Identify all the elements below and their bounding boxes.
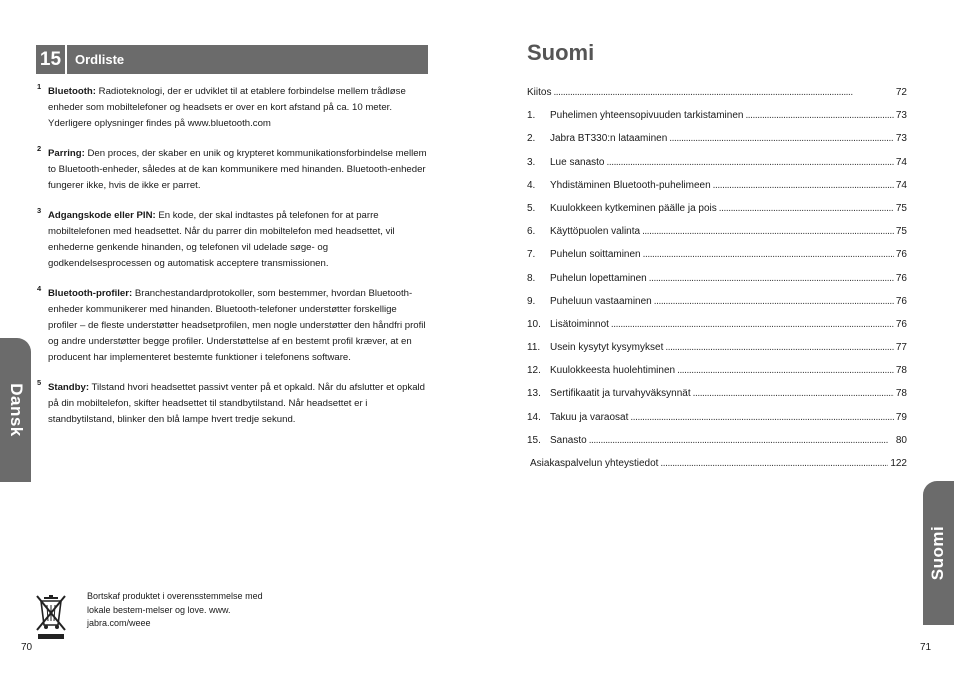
toc-entry-label: Puheluun vastaaminen [550, 295, 652, 307]
glossary-item [36, 286, 428, 366]
toc-entry-label: Asiakaspalvelun yhteystiedot [530, 458, 659, 469]
toc-entry-contacts[interactable] [530, 457, 907, 480]
toc-entry-label: Usein kysytyt kysymykset [550, 342, 664, 354]
toc-entry-label: Kuulokkeen kytkeminen päälle ja pois [550, 202, 717, 214]
page-number-right: 71 [920, 642, 932, 653]
toc-entry-page: 76 [895, 318, 907, 330]
glossary-definition: Radioteknologi, der er udviklet til at etablere forbindelse mellem trådløse enheder som mobiltelefoner og headsets er over en kort afstand på ca. 10 meter. Yderligere oplysninger findes på www.bluetooth.com [48, 86, 406, 129]
glossary-term: Adgangskode eller PIN: [48, 210, 156, 221]
disposal-note: Bortskaf produktet i overensstemmelse med lokale bestem-melser og love. www. jabra.com/weee [87, 591, 263, 628]
toc-entry[interactable] [527, 341, 907, 364]
toc-entry-label: Puhelun lopettaminen [550, 272, 647, 284]
page-number-left: 70 [21, 642, 33, 653]
toc-entry-number: 6. [527, 226, 536, 238]
glossary-term: Bluetooth-profiler: [48, 288, 133, 299]
glossary-term: Standby: [48, 382, 90, 393]
toc-entry[interactable] [527, 109, 907, 132]
toc-entry-label: Sertifikaatit ja turvahyväksynnät [550, 388, 691, 400]
toc-entry-page: 78 [895, 365, 907, 377]
toc-entry-page: 75 [895, 226, 907, 238]
toc-entry-number: 7. [527, 249, 536, 261]
section-header [36, 45, 428, 74]
toc-entry-number: 9. [527, 295, 536, 307]
toc-entry-page: 76 [895, 295, 907, 307]
toc-entry-label: Puhelun soittaminen [550, 249, 641, 261]
toc-entry-page: 76 [895, 249, 907, 261]
toc-entry[interactable] [527, 434, 907, 457]
toc-entry-number: 3. [527, 156, 536, 168]
glossary-item-number: 3 [37, 206, 42, 215]
glossary-item [36, 208, 428, 272]
toc-entry-label: Yhdistäminen Bluetooth-puhelimeen [550, 179, 711, 191]
toc-entry-number: 4. [527, 179, 536, 191]
toc-entry-number: 12. [527, 365, 541, 377]
toc-entry[interactable] [527, 272, 907, 295]
toc-entry-label: Käyttöpuolen valinta [550, 226, 641, 238]
weee-bin-icon [35, 594, 67, 640]
toc-entry-number: 2. [527, 133, 536, 145]
toc-entry[interactable] [527, 295, 907, 318]
toc-entry-page: 72 [895, 87, 907, 98]
toc-entry-page: 74 [895, 179, 907, 191]
glossary-item-number: 4 [37, 284, 42, 293]
language-tab-dansk [0, 338, 31, 482]
toc-entry-number: 10. [527, 318, 541, 330]
toc-entry[interactable] [527, 202, 907, 225]
toc-entry-label: Kiitos [527, 87, 552, 98]
toc-entry-label: Takuu ja varaosat [550, 411, 629, 423]
toc-entry-number: 5. [527, 202, 536, 214]
language-tab-label: Dansk [6, 383, 26, 437]
toc-entry-label: Kuulokkeesta huolehtiminen [550, 365, 676, 377]
toc-entry[interactable] [527, 132, 907, 155]
section-title: Ordliste [75, 52, 125, 67]
glossary-definition: Tilstand hvori headsettet passivt venter på et opkald. Når du afslutter et opkald på din mobiltelefon, skifter headsettet til standbytilstand. Når headsettet er i standbytilstand, blinker den blå lampe hvert tredje sekund. [48, 382, 426, 425]
toc-entry-label: Sanasto [550, 434, 587, 446]
glossary-definition: En kode, der skal indtastes på telefonen for at parre mobiltelefonen med headsettet. Når du parrer din mobiltelefon med headsettet, vil enhederne genkende hinanden, og telefonen vil udelade søge- og godkendelsesprocessen og automatisk acceptere transmissionen. [48, 210, 395, 269]
toc-entry-number: 1. [527, 110, 536, 122]
toc-entry-page: 79 [895, 411, 907, 423]
toc-entry-page: 122 [890, 458, 907, 469]
glossary-item-number: 5 [37, 378, 42, 387]
toc-entry-label: Lisätoiminnot [550, 318, 609, 330]
toc-entry-page: 74 [895, 156, 907, 168]
page-title: Suomi [527, 40, 595, 65]
glossary-definition: Branchestandardprotokoller, som bestemmer, hvordan Bluetooth-enheder kommunikerer med hinanden. Bluetooth-telefoner understøtter forskellige profiler – de fleste understøtter headsetprofilen, men nogle understøtter den håndfri profil og andre understøtter begge profiler. Understøttelse af en bestemt profil kræver, at en producent har implementeret bestemte funktioner i telefonens software. [48, 288, 426, 363]
toc-entry-label: Jabra BT330:n lataaminen [550, 133, 668, 145]
toc-entry-number: 11. [527, 342, 541, 354]
glossary-item [36, 146, 428, 194]
glossary-item-number: 2 [37, 144, 42, 153]
toc-entry-number: 13. [527, 388, 541, 400]
glossary-item [36, 84, 428, 132]
toc-entry-label: Lue sanasto [550, 156, 605, 168]
toc-entry-page: 77 [895, 342, 907, 354]
toc-entry[interactable] [527, 248, 907, 271]
glossary-item-number: 1 [37, 82, 42, 91]
toc-entry[interactable] [527, 156, 907, 179]
glossary-term: Parring: [48, 148, 85, 159]
glossary-definition: Den proces, der skaber en unik og krypteret kommunikationsforbindelse mellem to Bluetooth-enheder, således at de kan kommunikere med hinanden. Bluetooth-enheder fungerer ikke, hvis de ikke er parret. [48, 148, 427, 191]
toc-entry-label: Puhelimen yhteensopivuuden tarkistaminen [550, 110, 744, 122]
glossary-list [36, 84, 428, 442]
glossary-term: Bluetooth: [48, 86, 96, 97]
toc-entry[interactable] [527, 86, 907, 109]
toc-entry-number: 15. [527, 434, 541, 446]
toc-entry-page: 78 [895, 388, 907, 400]
toc-entry[interactable] [527, 411, 907, 434]
toc-entry[interactable] [527, 364, 907, 387]
toc-entry[interactable] [527, 179, 907, 202]
toc-entry-page: 75 [895, 202, 907, 214]
toc-entry[interactable] [527, 387, 907, 410]
language-tab-label: Suomi [928, 525, 948, 581]
glossary-item [36, 380, 428, 428]
toc-entry-page: 76 [895, 272, 907, 284]
language-tab-suomi [923, 481, 954, 625]
toc-entry-number: 14. [527, 411, 541, 423]
toc-entry-page: 73 [895, 133, 907, 145]
toc-entry-page: 73 [895, 110, 907, 122]
section-number: 15 [36, 45, 65, 74]
toc-entry-page: 80 [895, 434, 907, 446]
toc-entry[interactable] [527, 225, 907, 248]
toc-entry[interactable] [527, 318, 907, 341]
table-of-contents [527, 86, 907, 480]
toc-entry-number: 8. [527, 272, 536, 284]
